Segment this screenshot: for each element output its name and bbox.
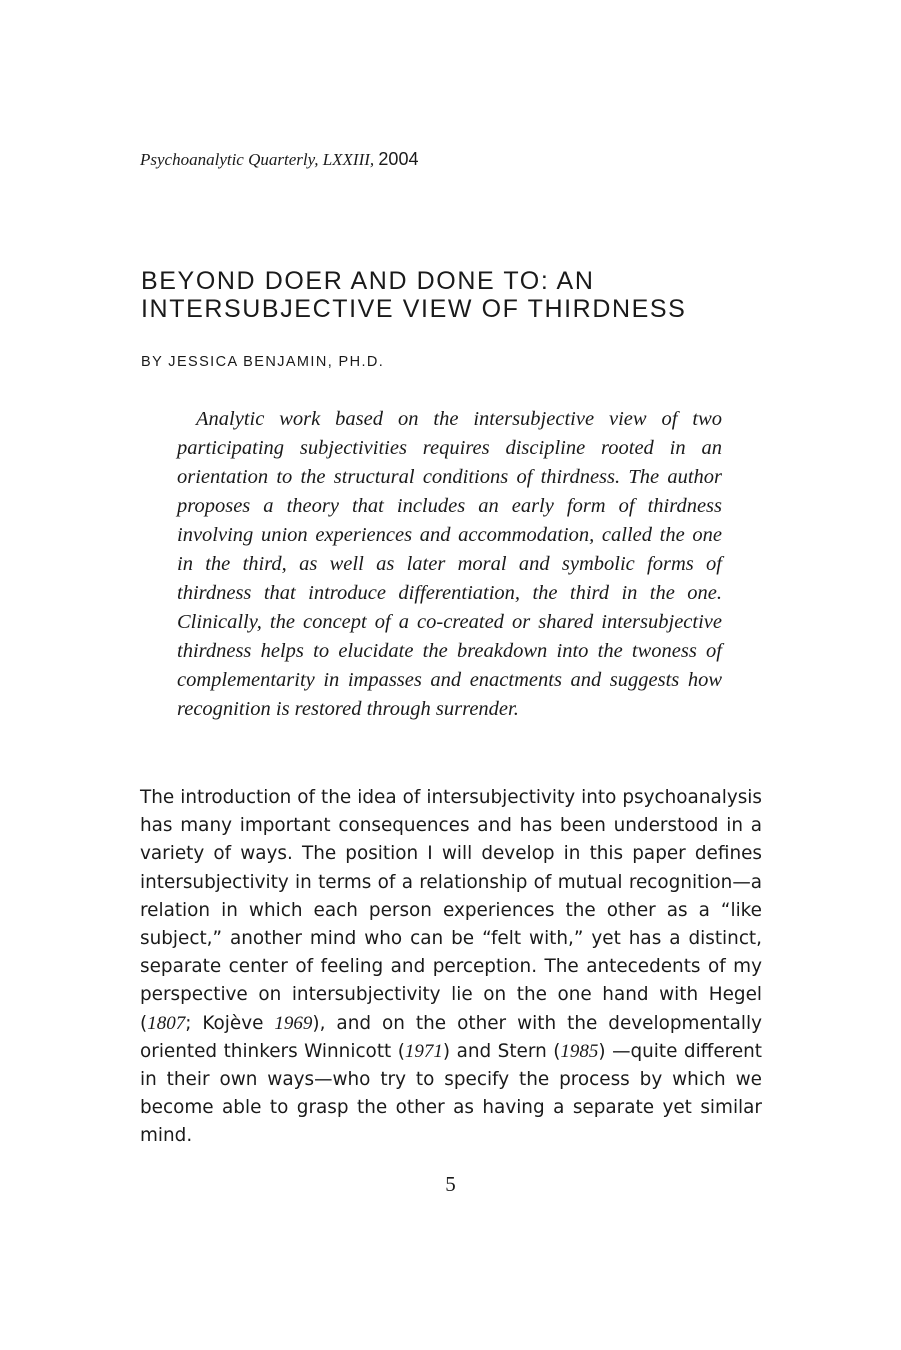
article-title-line-1: BEYOND DOER AND DONE TO: AN xyxy=(141,267,595,295)
body-text-part-5: ) —quite different in their own ways—who try to specify the process by which we become able to grasp the other as having a separate yet similar mind. xyxy=(140,1040,763,1147)
citation-year: 1969 xyxy=(274,1012,313,1034)
article-title xyxy=(141,267,781,323)
page-number: 5 xyxy=(445,1172,456,1196)
body-paragraph xyxy=(140,784,762,1151)
journal-year: 2004 xyxy=(378,149,419,169)
citation-year: 1985 xyxy=(560,1040,599,1062)
body-text-part-4: ) and Stern ( xyxy=(442,1040,561,1062)
citation-year: 1971 xyxy=(404,1040,443,1062)
body-text-part-3: ), and on the other with the developmentally oriented thinkers Winnicott ( xyxy=(140,1012,762,1062)
citation-year: 1807 xyxy=(147,1012,186,1034)
body-text-part-1: The introduction of the idea of intersubjectivity into psychoanalysis has many important consequences and has been understood in a variety of ways. The position I will develop in this paper defines intersubjectivity in terms of a relationship of mutual recognition—a relation in which each person experiences the other as a “like subject,” another mind who can be “felt with,” yet has a distinct, separate center of feeling and perception. The antecedents of my perspective on intersubjectivity lie on the one hand with Hegel ( xyxy=(140,787,762,1034)
author-byline: BY JESSICA BENJAMIN, PH.D. xyxy=(141,354,385,370)
journal-citation xyxy=(140,148,418,171)
body-text-part-2: ; Kojève xyxy=(185,1012,275,1034)
abstract: Analytic work based on the intersubjective view of two participating subjectivities requires discipline rooted in an orientation to the structural conditions of thirdness. The author proposes a theory that includes an early form of thirdness involving union experiences and accommodation, called the one in the third, as well as later moral and symbolic forms of thirdness that introduce differentiation, the third in the one. Clinically, the concept of a co-created or shared intersubjective thirdness helps to elucidate the breakdown into the twoness of complementarity in impasses and enactments and suggests how recognition is restored through surrender. xyxy=(177,408,722,720)
journal-name: Psychoanalytic Quarterly, LXXIII, xyxy=(140,150,375,169)
article-title-line-2: INTERSUBJECTIVE VIEW OF THIRDNESS xyxy=(141,295,687,323)
